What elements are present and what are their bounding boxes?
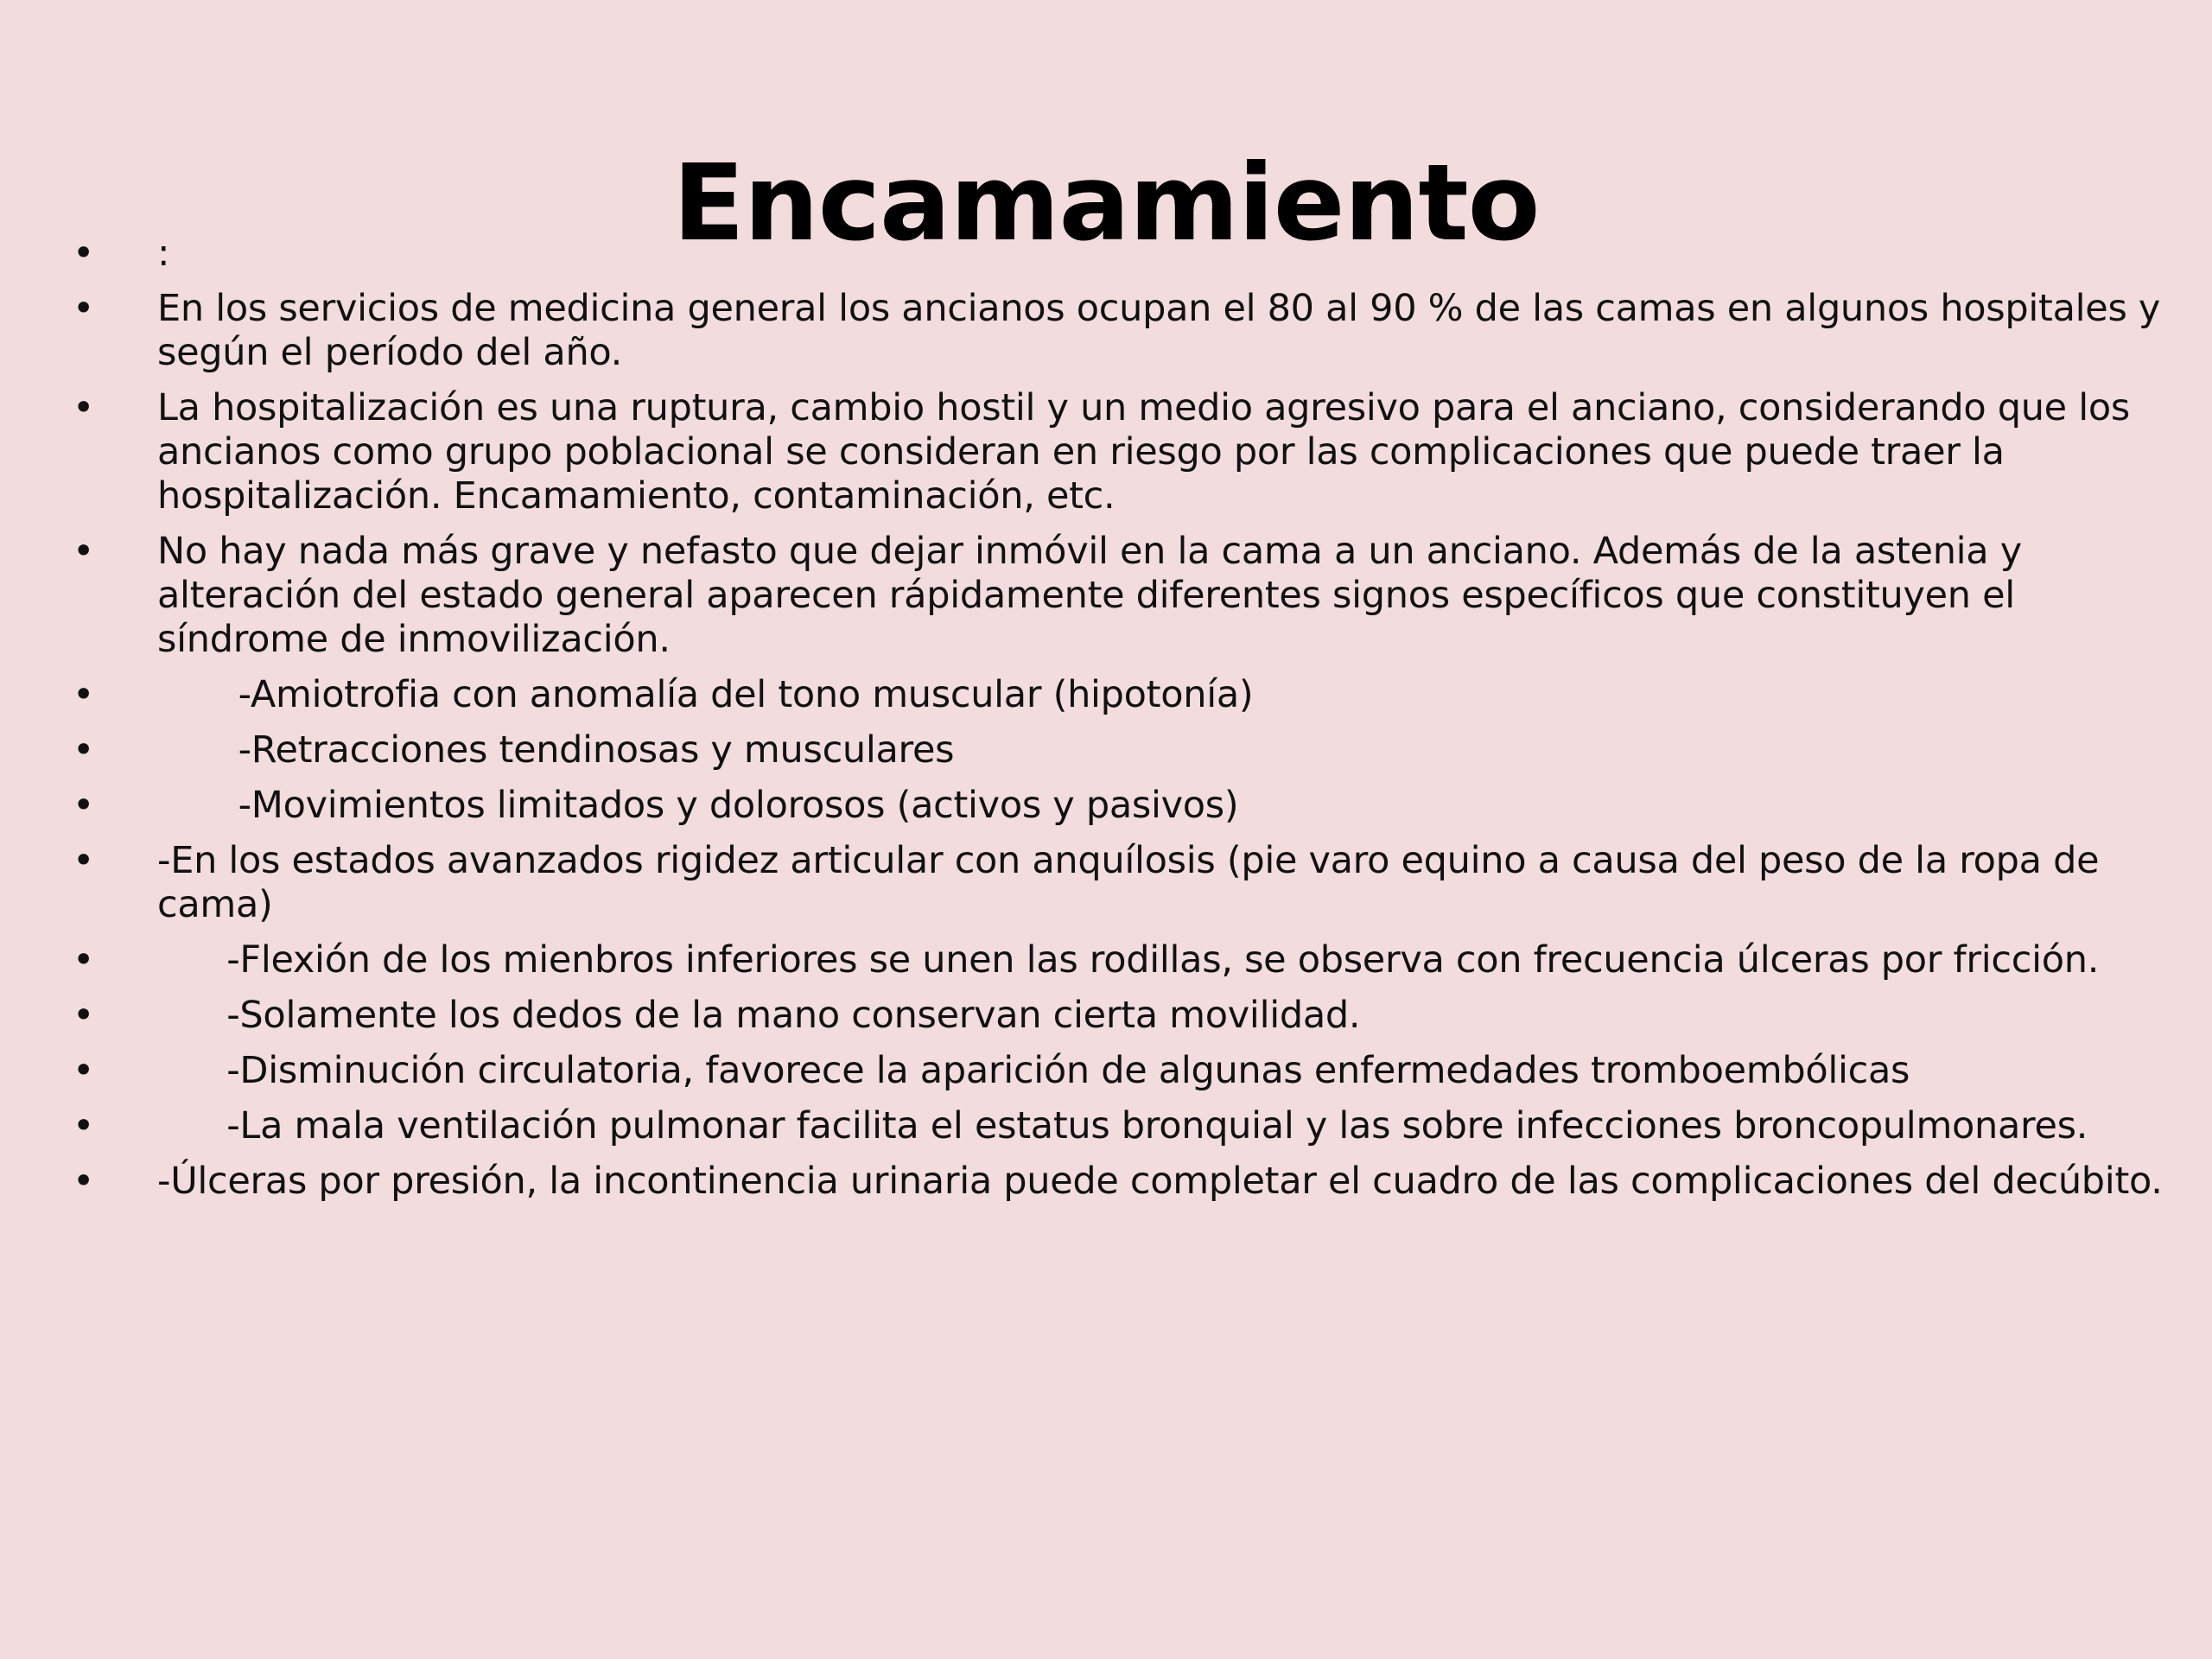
slide-title: Encamamiento bbox=[672, 141, 1540, 264]
bullet-text: : bbox=[157, 232, 170, 275]
bullet-text: -Retracciones tendinosas y musculares bbox=[157, 728, 955, 772]
bullet-text: -Flexión de los mienbros inferiores se unen las rodillas, se observa con frecuencia úlceras por fricción. bbox=[157, 938, 2100, 982]
bullet-text: En los servicios de medicina general los ancianos ocupan el 80 al 90 % de las camas en algunos hospitales y según el período del año. bbox=[157, 287, 2172, 374]
bullet-item bbox=[0, 994, 2212, 1038]
bullet-item bbox=[0, 938, 2212, 982]
bullet-item bbox=[0, 673, 2212, 717]
bullet-item bbox=[0, 1104, 2212, 1148]
bullet-text: -Amiotrofia con anomalía del tono muscular (hipotonía) bbox=[157, 673, 1254, 716]
bullet-dot-icon: • bbox=[73, 1104, 95, 1147]
bullet-dot-icon: • bbox=[73, 386, 95, 429]
bullet-item bbox=[0, 784, 2212, 828]
bullet-item bbox=[0, 232, 2212, 276]
bullet-dot-icon: • bbox=[73, 728, 95, 772]
bullet-item bbox=[0, 386, 2212, 518]
bullet-text: La hospitalización es una ruptura, cambio hostil y un medio agresivo para el anciano, considerando que los ancianos como grupo poblacional se consideran en riesgo por las complicaciones que puede traer la hospitalización. Encamamiento, contaminación, etc. bbox=[157, 386, 2142, 518]
bullet-item bbox=[0, 839, 2212, 927]
bullet-text: -Solamente los dedos de la mano conservan cierta movilidad. bbox=[157, 994, 1361, 1037]
bullet-text: -En los estados avanzados rigidez articular con anquílosis (pie varo equino a causa del peso de la ropa de cama) bbox=[157, 839, 2111, 926]
bullet-dot-icon: • bbox=[73, 530, 95, 573]
bullet-item bbox=[0, 1049, 2212, 1093]
bullet-dot-icon: • bbox=[73, 287, 95, 330]
bullet-item bbox=[0, 1160, 2212, 1204]
bullet-dot-icon: • bbox=[73, 1049, 95, 1092]
bullet-dot-icon: • bbox=[73, 673, 95, 716]
bullet-text: -La mala ventilación pulmonar facilita el estatus bronquial y las sobre infecciones broncopulmonares. bbox=[157, 1104, 2088, 1147]
bullet-dot-icon: • bbox=[73, 1160, 95, 1203]
bullet-text: -Úlceras por presión, la incontinencia urinaria puede completar el cuadro de las complicaciones del decúbito. bbox=[157, 1160, 2163, 1203]
bullet-list bbox=[0, 232, 2212, 1215]
bullet-item bbox=[0, 287, 2212, 375]
bullet-dot-icon: • bbox=[73, 994, 95, 1037]
bullet-text: -Movimientos limitados y dolorosos (activos y pasivos) bbox=[157, 784, 1239, 827]
bullet-dot-icon: • bbox=[73, 784, 95, 827]
bullet-item bbox=[0, 530, 2212, 662]
bullet-item bbox=[0, 728, 2212, 772]
bullet-dot-icon: • bbox=[73, 839, 95, 882]
bullet-text: -Disminución circulatoria, favorece la aparición de algunas enfermedades tromboembólicas bbox=[157, 1049, 1910, 1092]
bullet-text: No hay nada más grave y nefasto que dejar inmóvil en la cama a un anciano. Además de la astenia y alteración del estado general aparecen rápidamente diferentes signos específicos que constituyen el síndrome de inmovilización. bbox=[157, 530, 2034, 661]
bullet-dot-icon: • bbox=[73, 938, 95, 982]
bullet-dot-icon: • bbox=[73, 232, 95, 275]
